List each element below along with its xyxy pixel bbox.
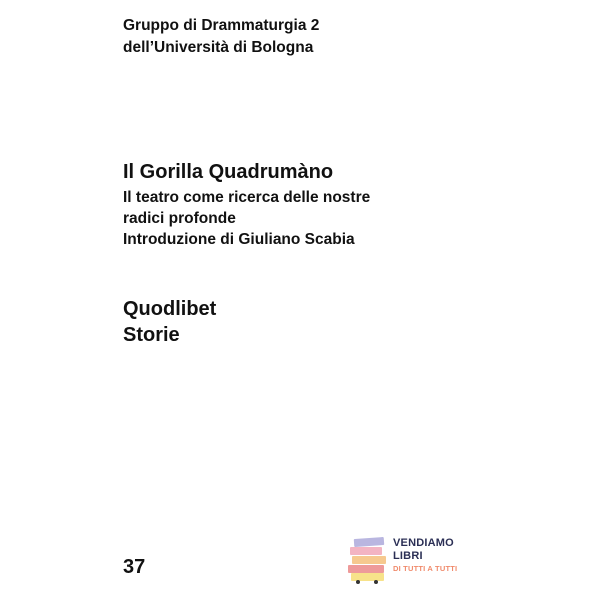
book-stack-cart-icon	[346, 536, 388, 582]
book-bar-pink	[350, 547, 382, 555]
badge-line-2: LIBRI	[393, 550, 423, 562]
book-bar-lavender	[354, 537, 384, 547]
author-line-2: dell’Università di Bologna	[123, 39, 314, 56]
badge-line-3: DI TUTTI A TUTTI	[393, 564, 458, 573]
cart-wheel-left	[356, 580, 360, 584]
publisher-name: Quodlibet	[123, 298, 217, 320]
vendiamo-libri-badge	[346, 536, 476, 586]
book-title: Il Gorilla Quadrumàno	[123, 161, 334, 183]
series-number: 37	[123, 556, 146, 578]
subtitle-line-2: radici profonde	[123, 210, 236, 227]
book-bar-red	[348, 565, 384, 573]
badge-line-1: VENDIAMO	[393, 537, 454, 549]
author-line-1: Gruppo di Drammaturgia 2	[123, 17, 320, 34]
series-name: Storie	[123, 324, 180, 346]
cart-wheel-right	[374, 580, 378, 584]
badge-text	[393, 537, 457, 575]
author-group	[123, 15, 483, 59]
publisher-block	[123, 296, 216, 348]
subtitle-line-3: Introduzione di Giuliano Scabia	[123, 231, 355, 248]
book-bar-orange	[352, 556, 386, 564]
subtitle-line-1: Il teatro come ricerca delle nostre	[123, 189, 371, 206]
title-block	[123, 159, 503, 250]
book-subtitle	[123, 187, 503, 250]
